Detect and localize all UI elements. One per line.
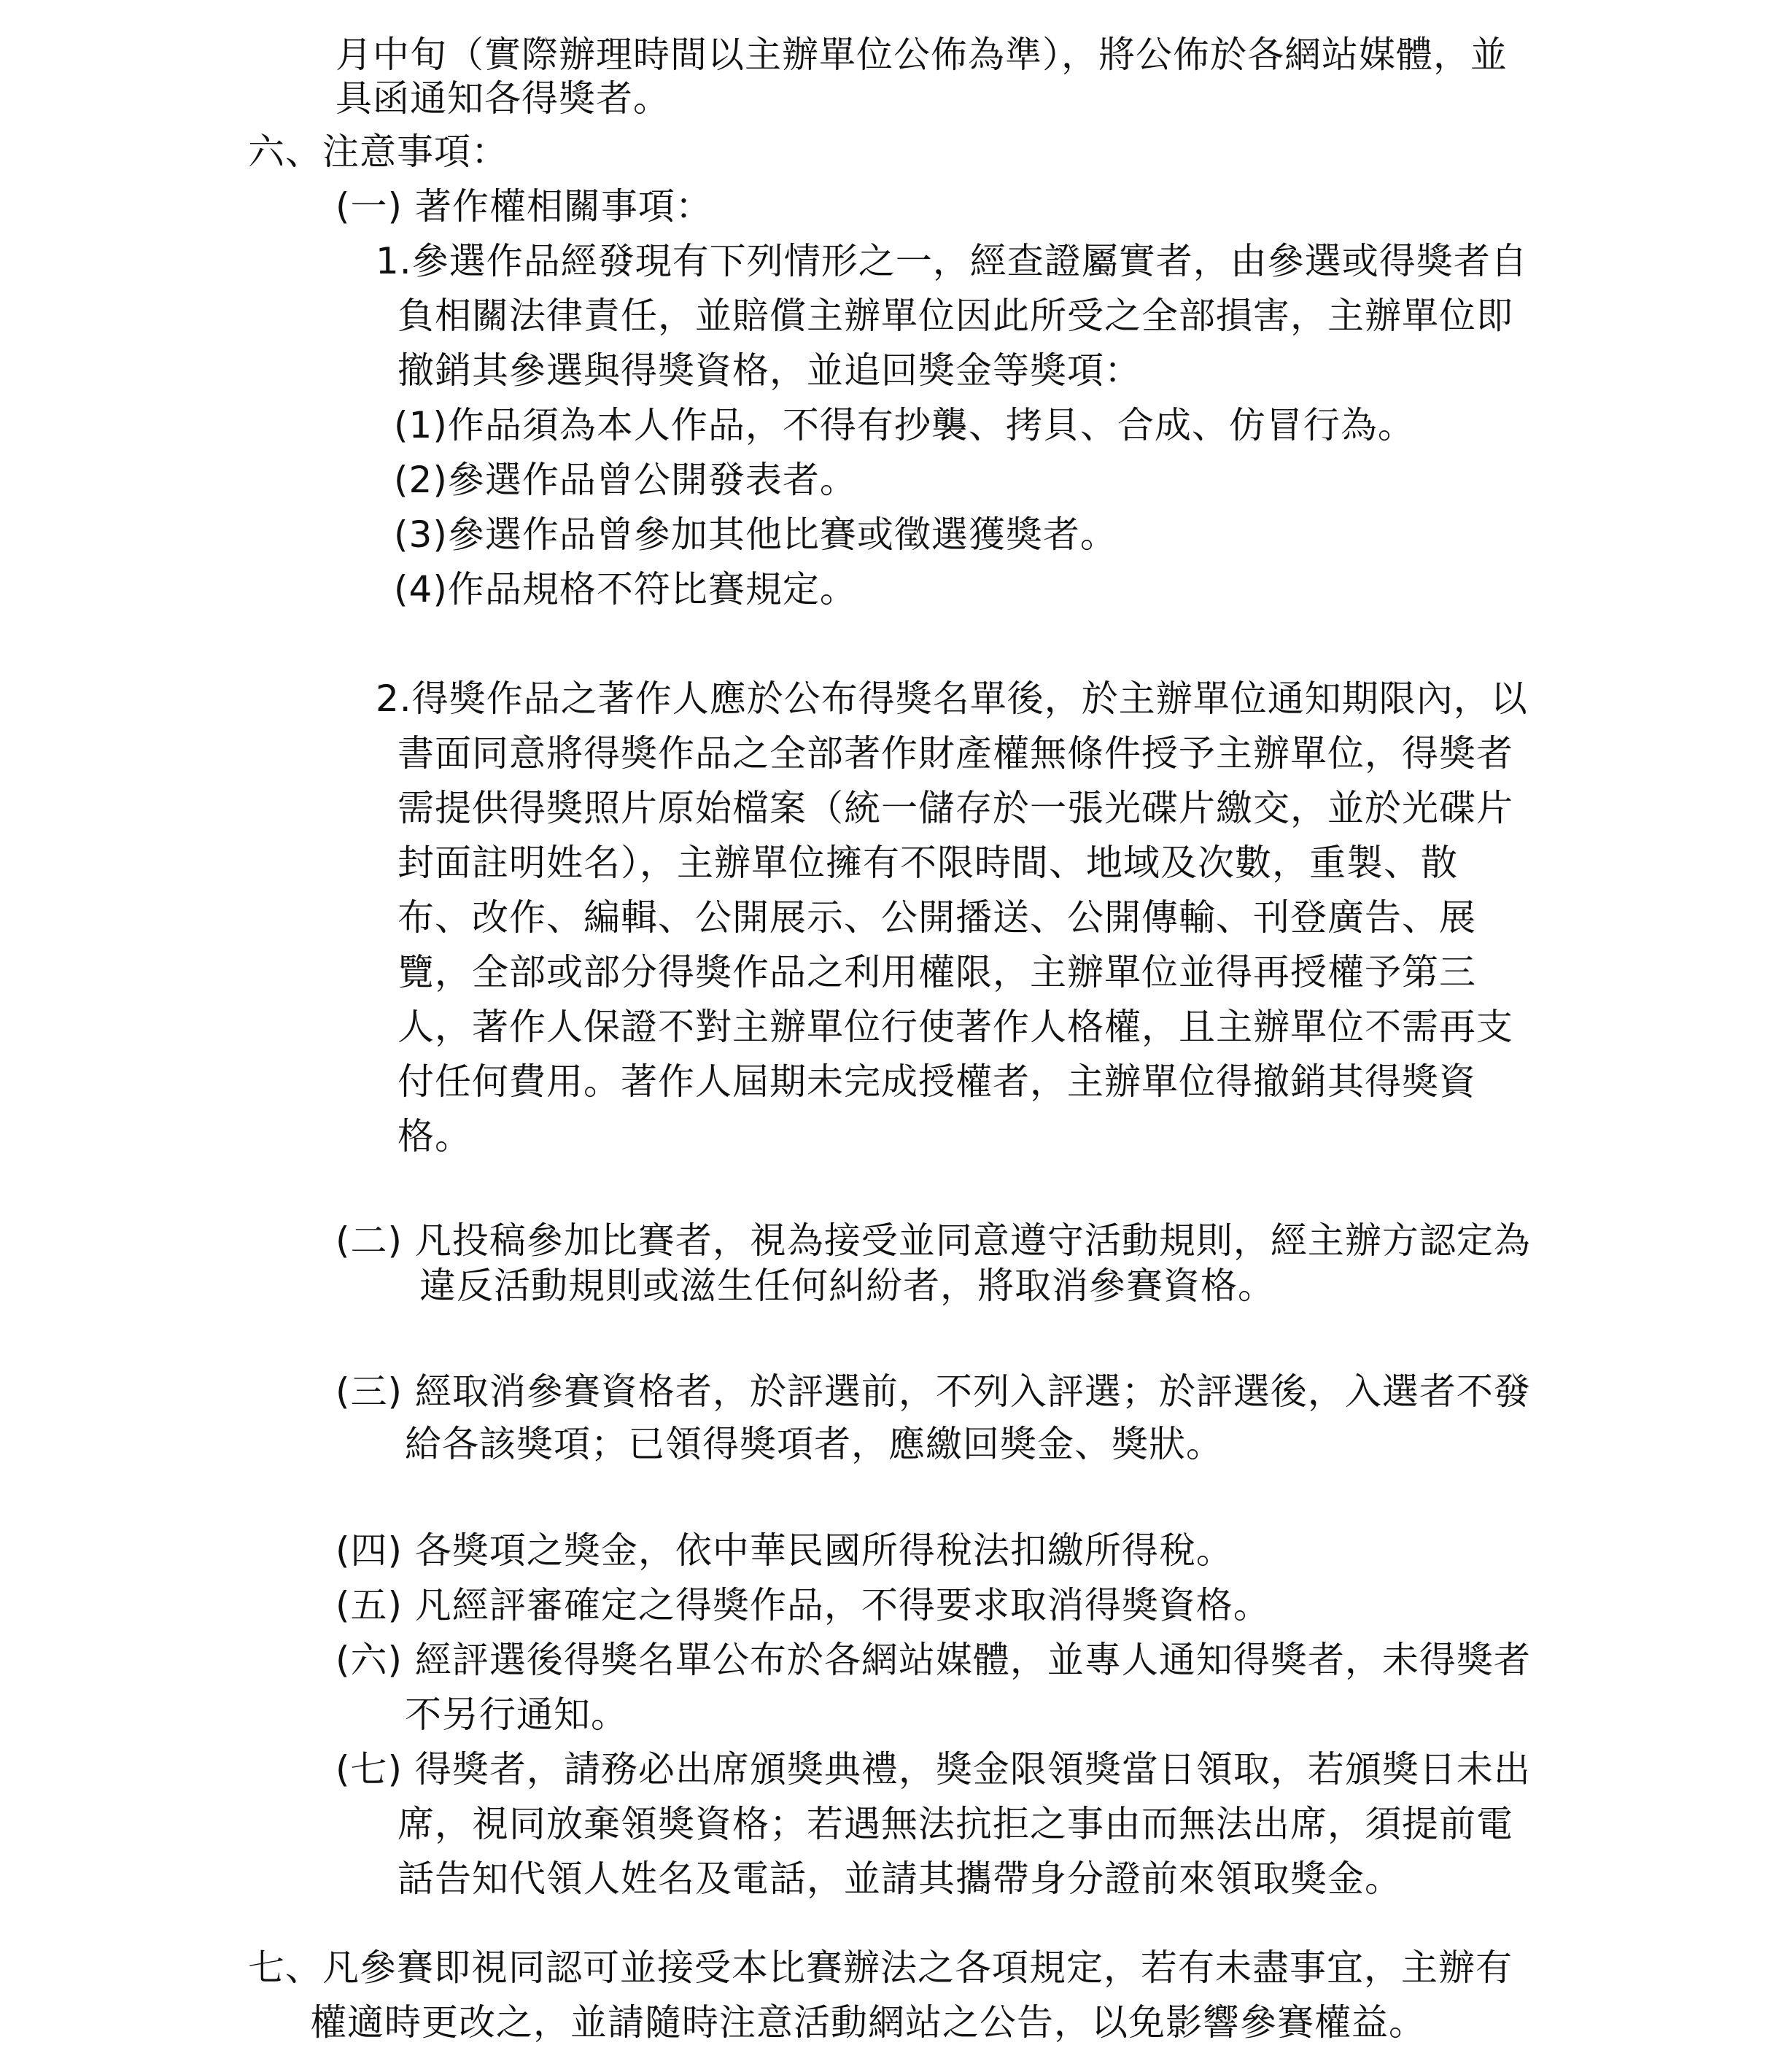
- item-2-line-7: 人，著作人保證不對主辦單位行使著作人格權，且主辦單位不需再支: [397, 1006, 1513, 1048]
- item-2-line-4: 封面註明姓名），主辦單位擁有不限時間、地域及次數，重製、散: [397, 842, 1458, 884]
- item-1-line-3: 撤銷其參選與得獎資格，並追回獎金等獎項：: [397, 349, 1141, 392]
- subsection-7-line-2: 席，視同放棄領獎資格；若遇無法抗拒之事由而無法出席，須提前電: [397, 1803, 1513, 1845]
- intro-line-2: 具函通知各得獎者。: [336, 77, 670, 120]
- item-1-line-1: 1.參選作品經發現有下列情形之一，經查證屬實者，由參選或得獎者自: [376, 240, 1528, 282]
- subsection-3-line-2: 給各該獎項；已領得獎項者，應繳回獎金、獎狀。: [405, 1423, 1223, 1465]
- item-2-line-8: 付任何費用。著作人屆期未完成授權者，主辦單位得撤銷其得獎資: [397, 1060, 1476, 1103]
- subsection-7-line-1: (七) 得獎者，請務必出席頒獎典禮，獎金限領獎當日領取，若頒獎日未出: [336, 1748, 1531, 1790]
- item-1-line-2: 負相關法律責任，並賠償主辦單位因此所受之全部損害，主辦單位即: [397, 295, 1513, 337]
- item-2-line-5: 布、改作、編輯、公開展示、公開播送、公開傳輸、刊登廣告、展: [397, 896, 1476, 939]
- item-2-line-1: 2.得獎作品之著作人應於公布得獎名單後，於主辦單位通知期限內，以: [376, 678, 1528, 720]
- subsection-4: (四) 各獎項之獎金，依中華民國所得稅法扣繳所得稅。: [336, 1529, 1233, 1572]
- intro-line-1: 月中旬（實際辦理時間以主辦單位公佈為準），將公佈於各網站媒體，並: [336, 34, 1508, 76]
- subsection-7-line-3: 話告知代領人姓名及電話，並請其攜帶身分證前來領取獎金。: [397, 1858, 1402, 1900]
- item-1-subitem-2: (2)參選作品曾公開發表者。: [394, 459, 857, 501]
- subsection-2-line-2: 違反活動規則或滋生任何糾紛者，將取消參賽資格。: [419, 1265, 1275, 1307]
- item-2-line-9: 格。: [397, 1115, 472, 1157]
- item-2-line-2: 書面同意將得獎作品之全部著作財產權無條件授予主辦單位，得獎者: [397, 732, 1513, 775]
- item-1-subitem-1: (1)作品須為本人作品，不得有抄襲、拷貝、合成、仿冒行為。: [394, 404, 1415, 446]
- section-7-line-1: 七、凡參賽即視同認可並接受本比賽辦法之各項規定，若有未盡事宜，主辦有: [248, 1947, 1513, 1989]
- subsection-1-heading: (一) 著作權相關事項：: [336, 185, 713, 228]
- item-2-line-6: 覽，全部或部分得獎作品之利用權限，主辦單位並得再授權予第三: [397, 951, 1476, 993]
- item-1-subitem-4: (4)作品規格不符比賽規定。: [394, 568, 857, 610]
- item-2-line-3: 需提供得獎照片原始檔案（統一儲存於一張光碟片繳交，並於光碟片: [397, 787, 1513, 829]
- subsection-5: (五) 凡經評審確定之得獎作品，不得要求取消得獎資格。: [336, 1584, 1271, 1626]
- item-1-subitem-3: (3)參選作品曾參加其他比賽或徵選獲獎者。: [394, 513, 1117, 556]
- subsection-6-line-1: (六) 經評選後得獎名單公布於各網站媒體，並專人通知得獎者，未得獎者: [336, 1639, 1531, 1681]
- section-6-heading: 六、注意事項：: [248, 131, 508, 173]
- subsection-2-line-1: (二) 凡投稿參加比賽者，視為接受並同意遵守活動規則，經主辦方認定為: [336, 1219, 1531, 1262]
- section-7-line-2: 權適時更改之，並請隨時注意活動網站之公告，以免影響參賽權益。: [310, 2001, 1426, 2044]
- subsection-6-line-2: 不另行通知。: [405, 1693, 628, 1736]
- subsection-3-line-1: (三) 經取消參賽資格者，於評選前，不列入評選；於評選後，入選者不發: [336, 1370, 1531, 1413]
